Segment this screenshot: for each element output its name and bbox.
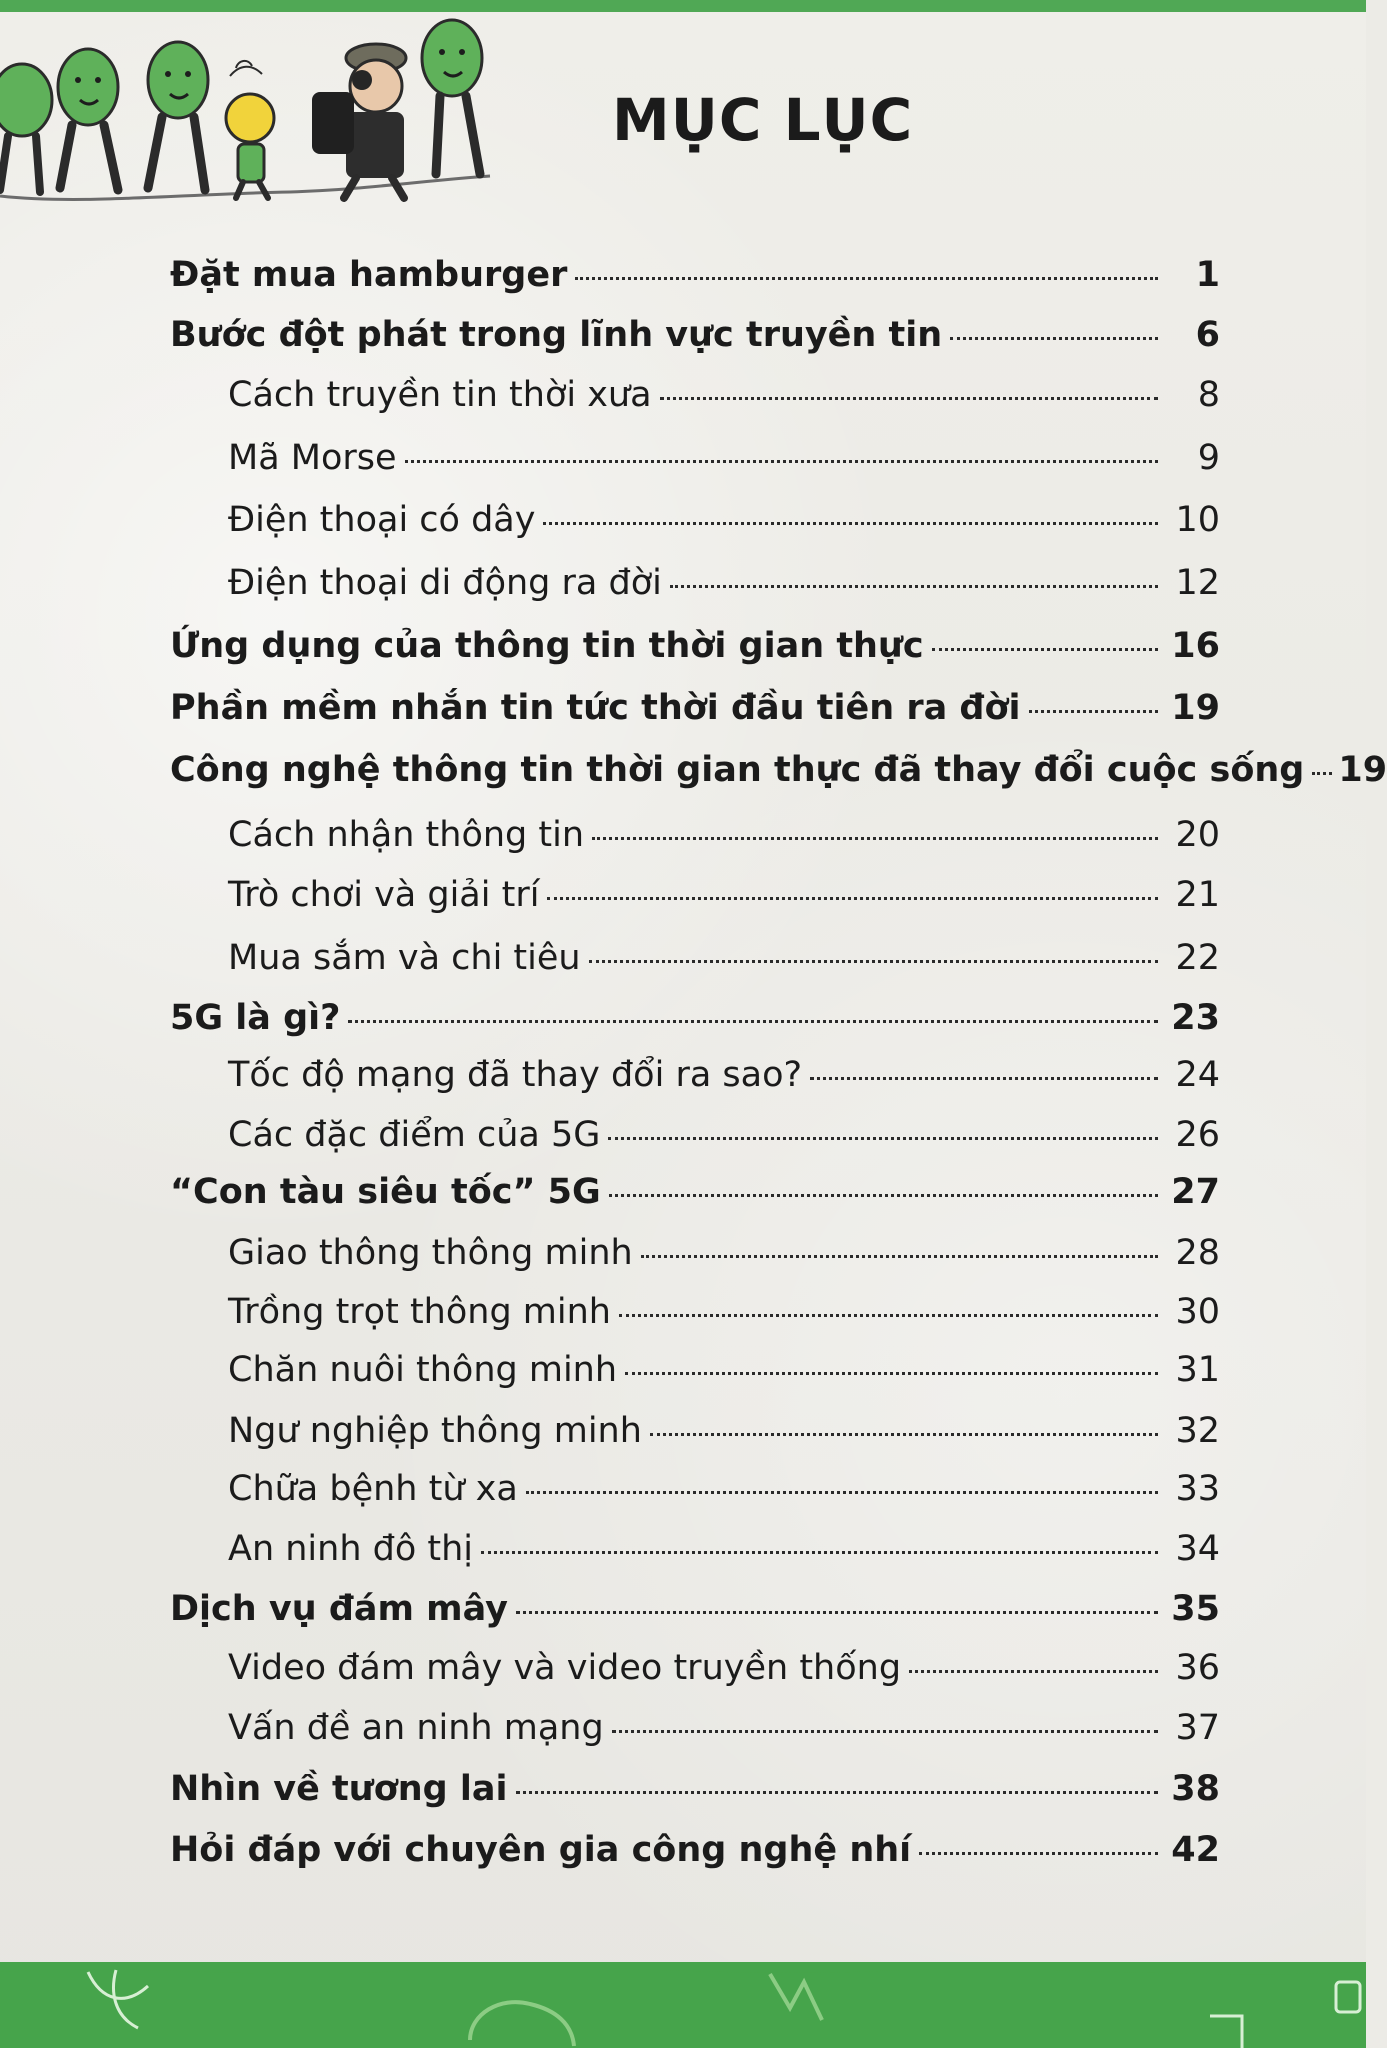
toc-page-number: 32 [1175,1411,1220,1451]
toc-entry-label: Điện thoại có dây [228,500,536,540]
toc-page-number: 37 [1175,1708,1220,1748]
toc-row [170,1169,1220,1215]
toc-leader-dots [1029,710,1159,713]
toc-leader-dots [589,960,1158,963]
toc-row [170,747,1387,793]
toc-entry-label: Mã Morse [228,438,397,478]
toc-page-number: 9 [1197,438,1220,478]
footer-illustration [0,1962,1366,2048]
toc-row [170,1827,1220,1873]
toc-row [170,372,1220,418]
toc-page-number: 10 [1175,500,1220,540]
toc-page-number: 35 [1171,1589,1220,1629]
toc-page-number: 28 [1175,1233,1220,1273]
toc-entry-label: Hỏi đáp với chuyên gia công nghệ nhí [170,1830,912,1870]
toc-row [170,872,1220,918]
toc-entry-label: Công nghệ thông tin thời gian thực đã thay đổi cuộc sống [170,750,1305,790]
toc-row [170,497,1220,543]
toc-row [170,1466,1220,1512]
toc-row [170,812,1220,858]
toc-entry-label: Đặt mua hamburger [170,255,568,295]
toc-leader-dots [575,277,1158,280]
toc-leader-dots [516,1611,1158,1614]
green-character-4 [422,20,482,174]
toc-page-number: 6 [1195,315,1220,355]
toc-page-number: 21 [1175,875,1220,915]
toc-entry-label: Trồng trọt thông minh [228,1292,611,1332]
toc-leader-dots [810,1077,1158,1080]
toc-row [170,1347,1220,1393]
toc-entry-label: Điện thoại di động ra đời [228,563,662,603]
toc-leader-dots [543,522,1158,525]
toc-page-number: 19 [1338,750,1387,790]
toc-entry-label: Phần mềm nhắn tin tức thời đầu tiên ra đời [170,688,1021,728]
toc-leader-dots [516,1791,1158,1794]
toc-entry-label: 5G là gì? [170,998,341,1038]
toc-entry-label: An ninh đô thị [228,1529,474,1569]
toc-entry-label: Bước đột phát trong lĩnh vực truyền tin [170,315,943,355]
toc-leader-dots [670,585,1158,588]
toc-page-number: 38 [1171,1769,1220,1809]
green-character-3 [148,42,208,190]
toc-entry-label: Trò chơi và giải trí [228,875,540,915]
toc-row [170,252,1220,298]
toc-row [170,1112,1220,1158]
toc-page-number: 23 [1171,998,1220,1038]
toc-page-number: 19 [1171,688,1220,728]
toc-entry-label: “Con tàu siêu tốc” 5G [170,1172,601,1212]
toc-row [170,312,1220,358]
toc-page-number: 30 [1175,1292,1220,1332]
toc-page-number: 31 [1175,1350,1220,1390]
toc-leader-dots [650,1433,1158,1436]
toc-row [170,995,1220,1041]
toc-leader-dots [932,648,1158,651]
toc-entry-label: Vấn đề an ninh mạng [228,1708,604,1748]
toc-leader-dots [348,1020,1158,1023]
toc-page-number: 22 [1175,938,1220,978]
toc-leader-dots [641,1255,1158,1258]
toc-page-number: 12 [1175,563,1220,603]
toc-entry-label: Ngư nghiệp thông minh [228,1411,642,1451]
toc-leader-dots [950,337,1158,340]
toc-page-number: 16 [1171,626,1220,666]
toc-row [170,685,1220,731]
toc-row [170,1289,1220,1335]
toc-entry-label: Nhìn về tương lai [170,1769,508,1809]
toc-row [170,623,1220,669]
toc-leader-dots [919,1852,1158,1855]
toc-row [170,1230,1220,1276]
toc-page-number: 42 [1171,1830,1220,1870]
toc-row [170,1645,1220,1691]
toc-page-number: 33 [1175,1469,1220,1509]
toc-page-number: 1 [1195,255,1220,295]
toc-leader-dots [547,897,1158,900]
page-title: MỤC LỤC [612,86,914,154]
toc-leader-dots [660,397,1158,400]
toc-entry-label: Chăn nuôi thông minh [228,1350,618,1390]
toc-leader-dots [909,1670,1158,1673]
toc-row [170,1705,1220,1751]
toc-leader-dots [592,837,1158,840]
toc-page-number: 27 [1171,1172,1220,1212]
toc-leader-dots [609,1194,1158,1197]
toc-entry-label: Tốc độ mạng đã thay đổi ra sao? [228,1055,803,1095]
toc-page-number: 26 [1175,1115,1220,1155]
toc-entry-label: Video đám mây và video truyền thống [228,1648,902,1688]
toc-entry-label: Mua sắm và chi tiêu [228,938,581,978]
green-character-1 [0,64,52,192]
toc-entry-label: Cách truyền tin thời xưa [228,375,652,415]
toc-leader-dots [625,1372,1158,1375]
toc-leader-dots [405,460,1158,463]
toc-leader-dots [612,1730,1158,1733]
header-illustration [0,0,500,220]
toc-row [170,1052,1220,1098]
toc-entry-label: Dịch vụ đám mây [170,1589,508,1629]
toc-row [170,1408,1220,1454]
toc-entry-label: Ứng dụng của thông tin thời gian thực [170,626,924,666]
toc-row [170,1766,1220,1812]
toc-row [170,935,1220,981]
toc-row [170,1586,1220,1632]
toc-row [170,435,1220,481]
green-character-2 [58,49,118,190]
toc-entry-label: Các đặc điểm của 5G [228,1115,601,1155]
toc-page-number: 8 [1197,375,1220,415]
toc-leader-dots [481,1551,1158,1554]
toc-entry-label: Chữa bệnh từ xa [228,1469,518,1509]
small-yellow-character [226,61,274,198]
toc-entry-label: Cách nhận thông tin [228,815,585,855]
toc-row [170,560,1220,606]
toc-entry-label: Giao thông thông minh [228,1233,633,1273]
toc-page-number: 36 [1175,1648,1220,1688]
toc-leader-dots [608,1137,1158,1140]
toc-row [170,1526,1220,1572]
toc-page-number: 34 [1175,1529,1220,1569]
backpack-character [312,44,406,198]
toc-leader-dots [1312,772,1332,775]
toc-leader-dots [619,1314,1158,1317]
toc-leader-dots [526,1491,1158,1494]
toc-page-number: 20 [1175,815,1220,855]
toc-page-number: 24 [1175,1055,1220,1095]
